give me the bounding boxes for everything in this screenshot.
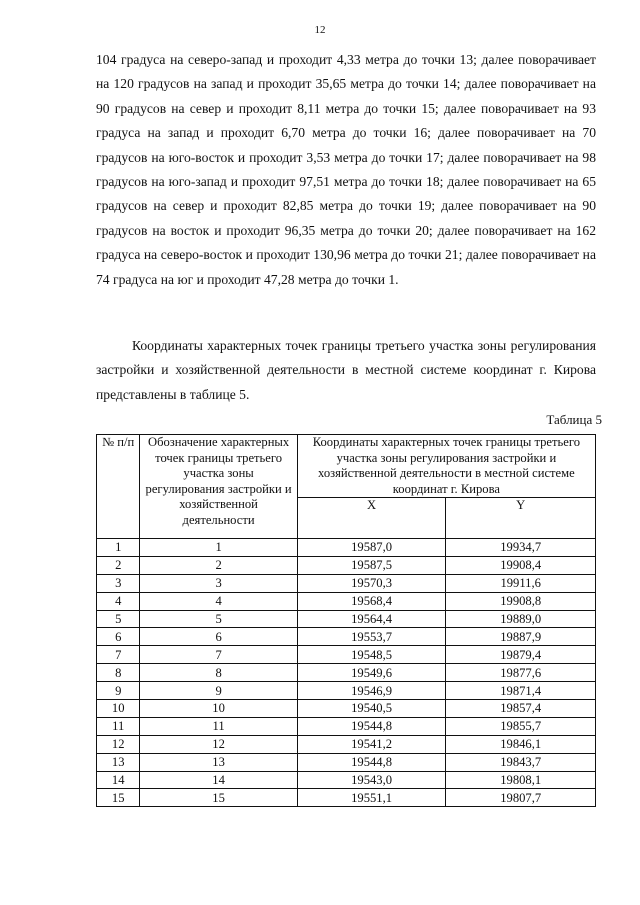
- cell-number: 3: [97, 574, 140, 592]
- header-point-name: Обозначение характерных точек границы третьего участка зоны регулирования застройки и хозяйственной деятельности: [140, 435, 297, 539]
- cell-y: 19843,7: [446, 753, 596, 771]
- cell-x: 19551,1: [297, 789, 446, 807]
- cell-x: 19564,4: [297, 610, 446, 628]
- table-row: [97, 592, 596, 610]
- cell-number: 1: [97, 539, 140, 557]
- cell-point-name: 13: [140, 753, 297, 771]
- table-caption: Таблица 5: [546, 412, 602, 427]
- cell-number: 15: [97, 789, 140, 807]
- cell-number: 5: [97, 610, 140, 628]
- cell-number: 9: [97, 682, 140, 700]
- table-row: [97, 574, 596, 592]
- table-row: [97, 771, 596, 789]
- cell-y: 19857,4: [446, 700, 596, 718]
- paragraph-table-intro: Координаты характерных точек границы третьего участка зоны регулирования застройки и хозяйственной деятельности в местной системе координат г. Кирова представлены в таблице 5.: [96, 338, 596, 402]
- cell-x: 19553,7: [297, 628, 446, 646]
- header-number: № п/п: [97, 435, 140, 539]
- cell-point-name: 2: [140, 556, 297, 574]
- cell-point-name: 12: [140, 735, 297, 753]
- cell-y: 19877,6: [446, 664, 596, 682]
- cell-y: 19911,6: [446, 574, 596, 592]
- cell-x: 19541,2: [297, 735, 446, 753]
- page-number: 12: [314, 24, 326, 36]
- cell-x: 19570,3: [297, 574, 446, 592]
- table-row: [97, 789, 596, 807]
- cell-point-name: 15: [140, 789, 297, 807]
- cell-x: 19548,5: [297, 646, 446, 664]
- cell-y: 19808,1: [446, 771, 596, 789]
- cell-number: 2: [97, 556, 140, 574]
- cell-x: 19543,0: [297, 771, 446, 789]
- cell-y: 19908,4: [446, 556, 596, 574]
- cell-y: 19908,8: [446, 592, 596, 610]
- table-row: [97, 628, 596, 646]
- cell-point-name: 9: [140, 682, 297, 700]
- cell-x: 19568,4: [297, 592, 446, 610]
- table-row: [97, 735, 596, 753]
- table-row: [97, 700, 596, 718]
- table-row: [97, 646, 596, 664]
- cell-number: 6: [97, 628, 140, 646]
- cell-point-name: 10: [140, 700, 297, 718]
- cell-y: 19889,0: [446, 610, 596, 628]
- cell-point-name: 5: [140, 610, 297, 628]
- cell-x: 19546,9: [297, 682, 446, 700]
- table-row: [97, 610, 596, 628]
- cell-point-name: 1: [140, 539, 297, 557]
- cell-x: 19540,5: [297, 700, 446, 718]
- cell-x: 19544,8: [297, 753, 446, 771]
- cell-number: 8: [97, 664, 140, 682]
- cell-x: 19544,8: [297, 717, 446, 735]
- cell-number: 11: [97, 717, 140, 735]
- paragraph-route-description: 104 градуса на северо-запад и проходит 4,33 метра до точки 13; далее поворачивает на 120 градусов на запад и проходит 35,65 метра до точки 14; далее поворачивает на 90 градусов на север и проходит 8,11 метра до точки 15; далее поворачивает на 93 градуса на запад и проходит 6,70 метра до точки 16; далее поворачивает на 70 градусов на юго-восток и проходит 3,53 метра до точки 17; далее поворачивает на 98 градусов на юго-запад и проходит 97,51 метра до точки 18; далее поворачивает на 65 градусов на север и проходит 82,85 метра до точки 19; далее поворачивает на 90 градусов на восток и проходит 96,35 метра до точки 20; далее поворачивает на 162 градуса на северо-восток и проходит 130,96 метра до точки 21; далее поворачивает на 74 градуса на юг и проходит 47,28 метра до точки 1.: [96, 52, 596, 287]
- cell-point-name: 6: [140, 628, 297, 646]
- cell-number: 14: [97, 771, 140, 789]
- table-row: [97, 556, 596, 574]
- cell-x: 19587,0: [297, 539, 446, 557]
- table-row: [97, 682, 596, 700]
- cell-number: 12: [97, 735, 140, 753]
- cell-x: 19549,6: [297, 664, 446, 682]
- cell-number: 10: [97, 700, 140, 718]
- cell-y: 19855,7: [446, 717, 596, 735]
- table-body: [97, 539, 596, 807]
- cell-x: 19587,5: [297, 556, 446, 574]
- cell-point-name: 3: [140, 574, 297, 592]
- cell-y: 19846,1: [446, 735, 596, 753]
- cell-point-name: 8: [140, 664, 297, 682]
- cell-point-name: 7: [140, 646, 297, 664]
- table-row: [97, 539, 596, 557]
- header-coordinates: Координаты характерных точек границы третьего участка зоны регулирования застройки и хозяйственной деятельности в местной системе координат г. Кирова: [297, 435, 595, 498]
- table-row: [97, 753, 596, 771]
- cell-y: 19871,4: [446, 682, 596, 700]
- cell-y: 19887,9: [446, 628, 596, 646]
- cell-point-name: 11: [140, 717, 297, 735]
- cell-y: 19879,4: [446, 646, 596, 664]
- cell-number: 13: [97, 753, 140, 771]
- header-y: Y: [446, 498, 596, 539]
- header-x: X: [297, 498, 446, 539]
- cell-number: 4: [97, 592, 140, 610]
- table-row: [97, 717, 596, 735]
- table-row: [97, 664, 596, 682]
- cell-point-name: 4: [140, 592, 297, 610]
- coordinates-table: [96, 434, 596, 807]
- cell-number: 7: [97, 646, 140, 664]
- cell-point-name: 14: [140, 771, 297, 789]
- cell-y: 19807,7: [446, 789, 596, 807]
- cell-y: 19934,7: [446, 539, 596, 557]
